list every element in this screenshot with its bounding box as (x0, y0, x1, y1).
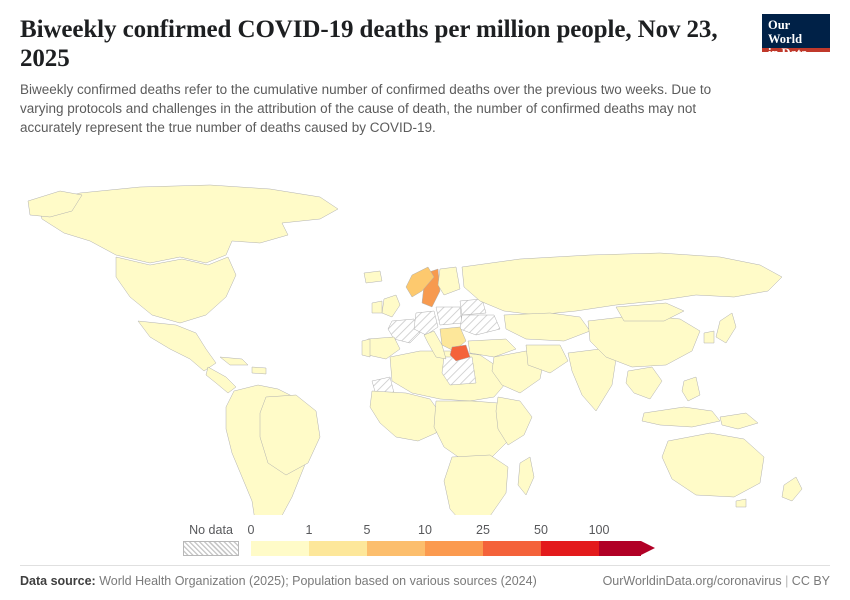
country-central-asia[interactable] (504, 313, 590, 341)
country-mexico[interactable] (138, 321, 216, 371)
country-cuba[interactable] (220, 357, 248, 365)
country-africa-south[interactable] (444, 455, 508, 515)
legend-no-data[interactable] (183, 523, 239, 556)
legend-tick-2: 5 (363, 522, 371, 537)
country-portugal[interactable] (362, 339, 370, 357)
legend-tick-1: 1 (305, 522, 313, 537)
legend-bin-100-plus[interactable] (599, 541, 641, 556)
legend-arrow-icon (641, 541, 655, 555)
chart-footer (20, 565, 830, 588)
legend-no-data-label: No data (189, 522, 233, 537)
country-russia[interactable] (462, 253, 782, 315)
world-choropleth-map[interactable] (20, 145, 830, 515)
legend-bin-10-25[interactable] (425, 541, 483, 556)
legend (20, 517, 830, 571)
data-source (20, 574, 537, 588)
owid-logo[interactable] (762, 14, 830, 60)
data-source-text: World Health Organization (2025); Population based on various sources (2024) (99, 574, 537, 588)
legend-tick-4: 25 (476, 522, 490, 537)
legend-bin-0-1[interactable] (251, 541, 309, 556)
country-united-kingdom[interactable] (382, 295, 400, 317)
owid-url[interactable]: OurWorldinData.org/coronavirus (602, 574, 782, 588)
legend-bin-1-5[interactable] (309, 541, 367, 556)
legend-bin-50-100[interactable] (541, 541, 599, 556)
legend-tick-3: 10 (418, 522, 432, 537)
legend-tick-6: 100 (588, 522, 610, 537)
legend-inner (183, 523, 655, 556)
legend-color-bars (251, 541, 655, 556)
legend-scale[interactable] (247, 522, 655, 556)
country-southeast-asia[interactable] (626, 367, 662, 399)
country-japan[interactable] (716, 313, 736, 343)
data-source-label: Data source: (20, 574, 96, 588)
legend-bin-5-10[interactable] (367, 541, 425, 556)
page-title: Biweekly confirmed COVID-19 deaths per million people, Nov 23, 2025 (20, 16, 718, 72)
country-central-america[interactable] (206, 367, 236, 393)
country-philippines[interactable] (682, 377, 700, 401)
country-korea[interactable] (704, 331, 714, 343)
country-africa-west[interactable] (370, 391, 440, 441)
legend-bin-25-50[interactable] (483, 541, 541, 556)
country-libya[interactable] (442, 357, 476, 385)
country-papua-new-guinea[interactable] (720, 413, 758, 429)
country-madagascar[interactable] (518, 457, 534, 495)
chart-subtitle: Biweekly confirmed deaths refer to the cumulative number of confirmed deaths over the previous two weeks. Due to varying protocols and challenges in the attribution of the cause of death, the number of confirmed deaths may not accurately represent the true number of deaths caused by COVID-19. (20, 81, 712, 135)
country-brazil[interactable] (260, 395, 320, 475)
country-ukraine[interactable] (460, 315, 500, 335)
country-new-zealand[interactable] (782, 477, 802, 501)
legend-tick-5: 50 (534, 522, 548, 537)
country-united-states[interactable] (116, 257, 236, 323)
footer-separator: | (785, 574, 789, 588)
country-finland[interactable] (438, 267, 460, 295)
legend-no-data-swatch (183, 541, 239, 556)
country-canada[interactable] (38, 185, 338, 263)
license-link[interactable]: CC BY (791, 574, 830, 588)
logo-line-1: Our World (768, 18, 803, 46)
country-ireland[interactable] (372, 301, 382, 313)
legend-tick-0: 0 (247, 522, 255, 537)
country-hispaniola[interactable] (252, 367, 266, 374)
legend-tick-row (247, 522, 655, 541)
logo-line-2: in Data (768, 46, 808, 60)
country-australia[interactable] (662, 433, 764, 497)
map-svg (20, 145, 830, 515)
footer-links (603, 574, 830, 588)
country-indonesia[interactable] (642, 407, 720, 427)
country-poland[interactable] (436, 307, 462, 325)
country-tasmania[interactable] (736, 499, 746, 507)
country-iceland[interactable] (364, 271, 382, 283)
chart-header (20, 16, 830, 137)
